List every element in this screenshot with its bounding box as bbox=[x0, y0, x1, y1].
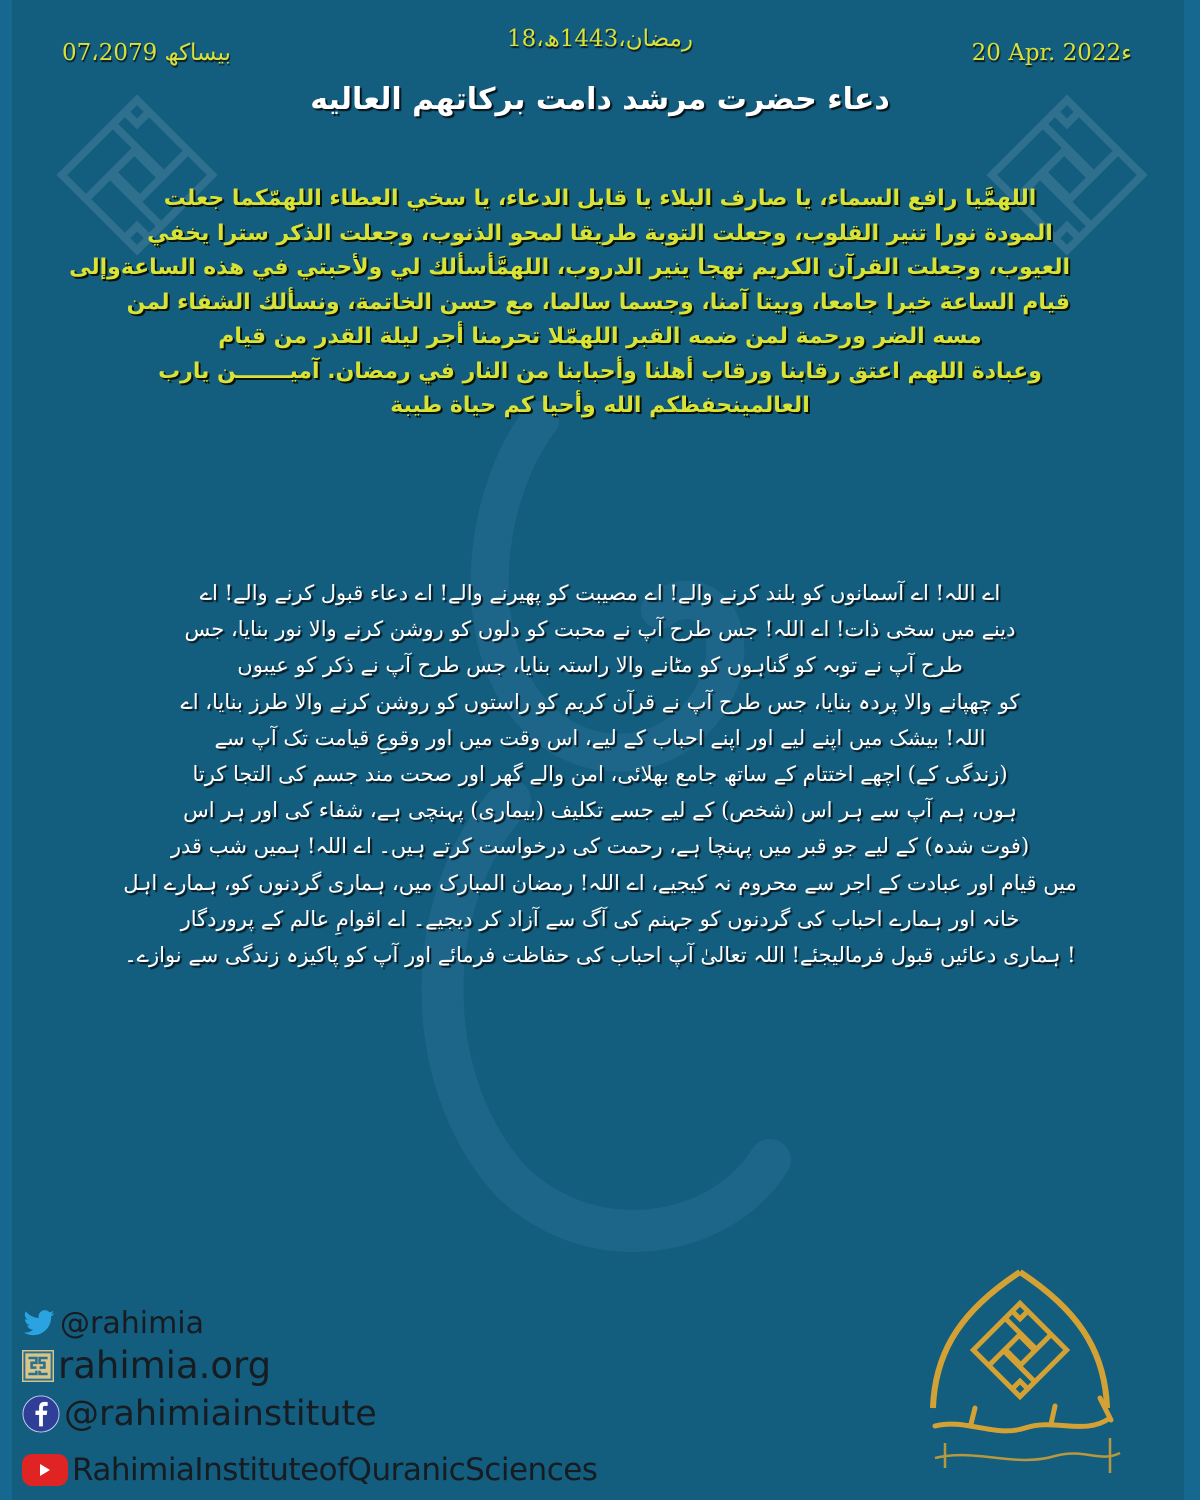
arabic-line: وعبادة اللهم اعتق رقابنا ورقاب أهلنا وأحبابنا من النار في رمضان. آميـــــــن يارب bbox=[158, 358, 1042, 384]
website-logo-icon bbox=[22, 1350, 54, 1382]
youtube-channel[interactable] bbox=[22, 1452, 597, 1488]
urdu-line: ! ہماری دعائیں قبول فرمالیجئے! اللہ تعالیٰ آپ احباب کی حفاظت فرمائے اور آپ کو پاکیزہ زندگی سے نوازے۔ bbox=[124, 943, 1076, 968]
urdu-line: خانہ اور ہمارے احباب کی گردنوں کو جہنم کی آگ سے آزاد کر دیجیے۔ اے اقوامِ عالم کے پروردگار bbox=[180, 906, 1020, 931]
website-link[interactable] bbox=[22, 1344, 271, 1387]
facebook-label: @rahimiainstitute bbox=[64, 1394, 377, 1434]
bikrami-date: 07،بیساکھ 2079 bbox=[62, 40, 231, 66]
twitter-handle[interactable] bbox=[22, 1306, 204, 1341]
rahimia-logo-icon bbox=[905, 1268, 1155, 1493]
arabic-dua bbox=[69, 182, 1070, 424]
urdu-line: دینے میں سخی ذات! اے اللہ! جس طرح آپ نے محبت کو دلوں کو روشن کرنے والا نور بنایا، جس bbox=[184, 617, 1016, 642]
gregorian-date: 20 Apr. 2022ء bbox=[971, 40, 1132, 66]
arabic-line: مسه الضر ورحمة لمن ضمه القبر اللهمّلا تحرمنا أجر ليلة القدر من قيام bbox=[218, 324, 982, 349]
urdu-line: کو چھپانے والا پردہ بنایا، جس طرح آپ نے قرآن کریم کو راستوں کو روشن کرنے والا طرز بنایا، اے bbox=[180, 689, 1020, 714]
urdu-line: اے اللہ! اے آسمانوں کو بلند کرنے والے! اے مصیبت کو پھیرنے والے! اے دعاء قبول کرنے والے! اے bbox=[199, 581, 1001, 605]
facebook-handle[interactable] bbox=[22, 1394, 377, 1434]
arabic-line: اللهمَّيا رافع السماء، يا صارف البلاء يا قابل الدعاء، يا سخي العطاء اللهمّكما جعلت bbox=[163, 186, 1037, 211]
twitter-icon bbox=[22, 1310, 56, 1338]
urdu-translation bbox=[100, 575, 1100, 973]
background-edge-right bbox=[1184, 0, 1200, 1500]
page-title: دعاء حضرت مرشد دامت برکاتهم العالیه bbox=[310, 82, 890, 117]
urdu-line: (زندگی کے) اچھے اختتام کے ساتھ جامع بھلائی، امن والے گھر اور صحت مند جسم کی التجا کرتا bbox=[192, 762, 1008, 787]
arabic-line: العالمينحفظكم الله وأحيا كم حياة طيبة bbox=[390, 393, 810, 418]
background-edge-left bbox=[0, 0, 12, 1500]
arabic-line: العيوب، وجعلت القرآن الكريم نهجا ينير الدروب، اللهمَّأسألك لي ولأحبتي في هذه الساعةوإلى bbox=[69, 255, 1070, 280]
urdu-line: (فوت شدہ) کے لیے جو قبر میں پہنچا ہے، رحمت کی درخواست کرتے ہیں۔ اے اللہ! ہمیں شب قدر bbox=[170, 834, 1030, 859]
urdu-line: ہوں، ہم آپ سے ہر اس (شخص) کے لیے جسے تکلیف (بیماری) پہنچی ہے، شفاء کی اور ہر اس bbox=[183, 798, 1017, 823]
urdu-line: میں قیام اور عبادت کے اجر سے محروم نہ کیجیے، اے اللہ! رمضان المبارک میں، ہماری گردنوں کو، ہمارے اہل bbox=[123, 870, 1077, 895]
website-label: rahimia.org bbox=[58, 1344, 272, 1387]
youtube-icon bbox=[22, 1454, 68, 1486]
urdu-line: اللہ! بیشک میں اپنے لیے اور اپنے احباب کے لیے، اس وقت میں اور وقوعِ قیامت تک آپ سے bbox=[214, 725, 986, 750]
twitter-label: @rahimia bbox=[60, 1306, 205, 1341]
urdu-line: طرح آپ نے توبہ کو گناہوں کو مٹانے والا راستہ بنایا، جس طرح آپ نے ذکر کو عیبوں bbox=[237, 653, 963, 678]
arabic-line: قيام الساعة خيرا جامعا، وبيتا آمنا، وجسما سالما، مع حسن الخاتمة، ونسألك الشفاء لمن bbox=[126, 289, 1070, 315]
facebook-icon bbox=[22, 1395, 60, 1433]
hijri-date: 18،رمضان،1443ھ bbox=[506, 26, 693, 52]
arabic-line: المودة نورا تنير القلوب، وجعلت التوبة طريقا لمحو الذنوب، وجعلت الذكر سترا يخفي bbox=[147, 220, 1053, 246]
youtube-label: RahimiaInstituteofQuranicSciences bbox=[72, 1452, 598, 1488]
